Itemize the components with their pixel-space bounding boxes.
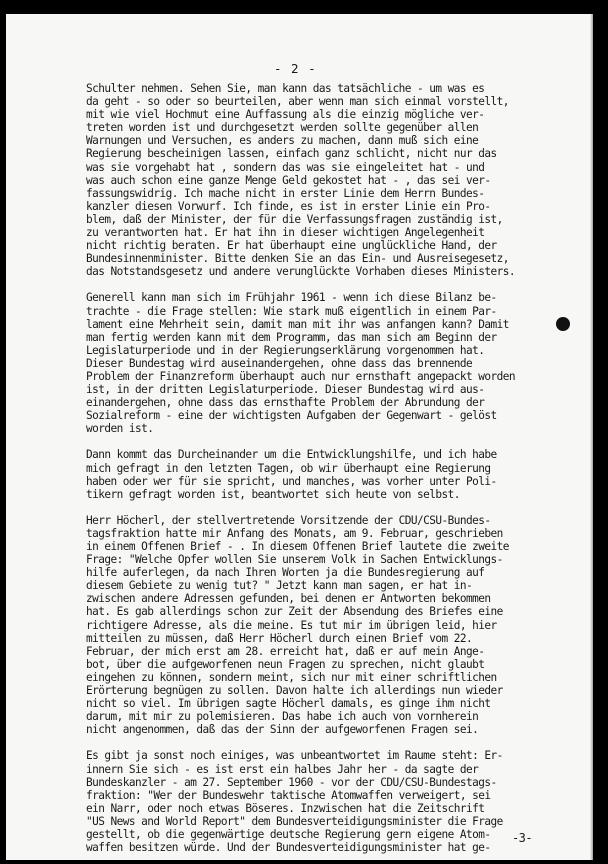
text-line: hat. Es gab allerdings schon zur Zeit der Absendung des Briefes eine (86, 605, 503, 619)
text-line: zu verantworten hat. Er hat ihn in dieser wichtigen Angelegenheit (86, 226, 485, 240)
text-line: nicht so viel. Im übrigen sagte Höcherl damals, es ginge ihm nicht (86, 697, 491, 711)
paragraph (86, 82, 586, 278)
page-edge-shadow (590, 14, 593, 860)
text-line: Es gibt ja sonst noch einiges, was unbeantwortet im Raume steht: Er- (86, 749, 503, 763)
text-line: haben oder wer für sie spricht, und manches, was vorher unter Poli- (86, 474, 497, 488)
text-line: tikern gefragt worden ist, beantwortet sich heute von selbst. (86, 487, 460, 501)
text-line: trachte - die Frage stellen: Wie stark muß eigentlich in einem Par- (86, 304, 497, 318)
text-line: man fertig werden kann mit dem Programm, das man sich am Beginn der (86, 330, 497, 344)
text-line: fraktion: "Wer der Bundeswehr taktische Atomwaffen verweigert, sei (86, 788, 491, 802)
text-line: mich gefragt in den letzten Tagen, ob wir überhaupt eine Regierung (86, 461, 491, 475)
text-line: einandergehen, ohne dass das ernsthafte Problem der Abrundung der (86, 396, 485, 410)
text-line: Problem der Finanzreform überhaupt auch nur ernsthaft angepackt worden (86, 369, 516, 383)
text-line: mit wie viel Hochmut eine Auffassung als die einzig mögliche ver- (86, 108, 485, 122)
text-line: Dann kommt das Durcheinander um die Entwicklungshilfe, und ich habe (86, 448, 497, 462)
text-line: hilfe auferlegen, da nach Ihren Worten ja die Bundesregierung auf (86, 566, 485, 580)
text-line: darum, mit mir zu polemisieren. Das habe ich auch von vornherein (86, 710, 479, 724)
text-line: Herr Höcherl, der stellvertretende Vorsitzende der CDU/CSU-Bundes- (86, 513, 491, 527)
text-line: innern Sie sich - es ist erst ein halbes Jahr her - da sagte der (86, 762, 479, 776)
text-line: gestellt, ob die gegenwärtige deutsche Regierung gern eigene Atom- (86, 827, 491, 841)
text-line: blem, daß der Minister, der für die Verfassungsfragen zuständig ist, (86, 212, 503, 226)
paragraph (86, 514, 586, 737)
text-line: ist, in der dritten Legislaturperiode. Dieser Bundestag wird aus- (86, 383, 485, 397)
paragraph (86, 291, 586, 435)
paragraph (86, 749, 586, 854)
text-line: nicht angenommen, daß das der Sinn der aufgeworfenen Fragen sei. (86, 723, 479, 737)
text-line: diesem Gebiete zu wenig tut? " Jetzt kann man sagen, er hat in- (86, 579, 473, 593)
text-line: das Notstandsgesetz und andere verunglückte Vorhaben dieses Ministers. (86, 265, 516, 279)
text-line: Erörterung begnügen zu sollen. Davon halte ich allerdings nun wieder (86, 684, 503, 698)
text-line: nicht richtig beraten. Er hat überhaupt eine unglückliche Hand, der (86, 239, 497, 253)
text-line: da geht - so oder so beurteilen, aber wenn man sich einmal vorstellt, (86, 95, 509, 109)
text-line: zwischen andere Adressen gefunden, bei denen er Antworten bekommen (86, 592, 491, 606)
text-line: tagsfraktion hatte mir Anfang des Monats, am 9. Februar, geschrieben (86, 526, 503, 540)
text-line: Bundeskanzler - am 27. September 1960 - vor der CDU/CSU-Bundestags- (86, 775, 497, 789)
text-line: Frage: "Welche Opfer wollen Sie unserem Volk in Sachen Entwicklungs- (86, 553, 503, 567)
text-line: waffen besitzen würde. Und der Bundesverteidigungsminister hat ge- (86, 841, 491, 855)
text-line: Dieser Bundestag wird auseinandergehen, ohne dass das brennende (86, 356, 473, 370)
text-line: "US News and World Report" dem Bundesverteidigungsminister die Frage (86, 814, 503, 828)
text-line: was auch schon eine ganze Menge Geld gekostet hat - , das sei ver- (86, 173, 491, 187)
paragraph (86, 448, 586, 500)
page-number-bottom: -3- (512, 831, 533, 845)
text-line: treten worden ist und durchgesetzt werden sollte gegenüber allen (86, 121, 479, 135)
text-line: Regierung bescheinigen lassen, einfach ganz schlicht, nicht nur das (86, 147, 497, 161)
text-line: was sie vorgehabt hat , sondern das was sie eingeleitet hat - und (86, 160, 485, 174)
text-line: richtigere Adresse, als die meine. Es tut mir im übrigen leid, hier (86, 618, 497, 632)
text-line: eingehen zu können, sondern meint, sich nur mit einer schriftlichen (86, 670, 497, 684)
document-body (86, 82, 586, 860)
text-line: fassungswidrig. Ich mache nicht in erster Linie dem Herrn Bundes- (86, 186, 485, 200)
punch-hole (556, 317, 570, 331)
text-line: Legislaturperiode und in der Regierungserklärung vorgenommen hat. (86, 343, 485, 357)
text-line: in einem Offenen Brief - . In diesem Offenen Brief lautete die zweite (86, 540, 509, 553)
text-line: kanzler diesen Vorwurf. Ich finde, es ist in erster Linie ein Pro- (86, 199, 491, 213)
page-number-top: - 2 - (274, 61, 317, 76)
text-line: Schulter nehmen. Sehen Sie, man kann das tatsächliche - um was es (86, 82, 485, 95)
text-line: Generell kann man sich im Frühjahr 1961 - wenn ich diese Bilanz be- (86, 291, 497, 305)
text-line: ein Narr, oder noch etwas Böseres. Inzwischen hat die Zeitschrift (86, 801, 485, 815)
document-page (6, 14, 593, 860)
text-line: lament eine Mehrheit sein, damit man mit ihr was anfangen kann? Damit (86, 317, 509, 331)
text-line: bot, über die aufgeworfenen neun Fragen zu sprechen, nicht glaubt (86, 657, 485, 671)
text-line: worden ist. (86, 422, 154, 436)
text-line: Warnungen und Versuchen, es anders zu machen, dann muß sich eine (86, 134, 479, 148)
text-line: Bundesinnenminister. Bitte denken Sie an das Ein- und Ausreisegesetz, (86, 252, 509, 266)
text-line: mitteilen zu müssen, daß Herr Höcherl durch einen Brief vom 22. (86, 631, 473, 645)
text-line: Sozialreform - eine der wichtigsten Aufgaben der Gegenwart - gelöst (86, 409, 497, 423)
text-line: Februar, der mich erst am 28. erreicht hat, daß er auf mein Ange- (86, 644, 485, 658)
